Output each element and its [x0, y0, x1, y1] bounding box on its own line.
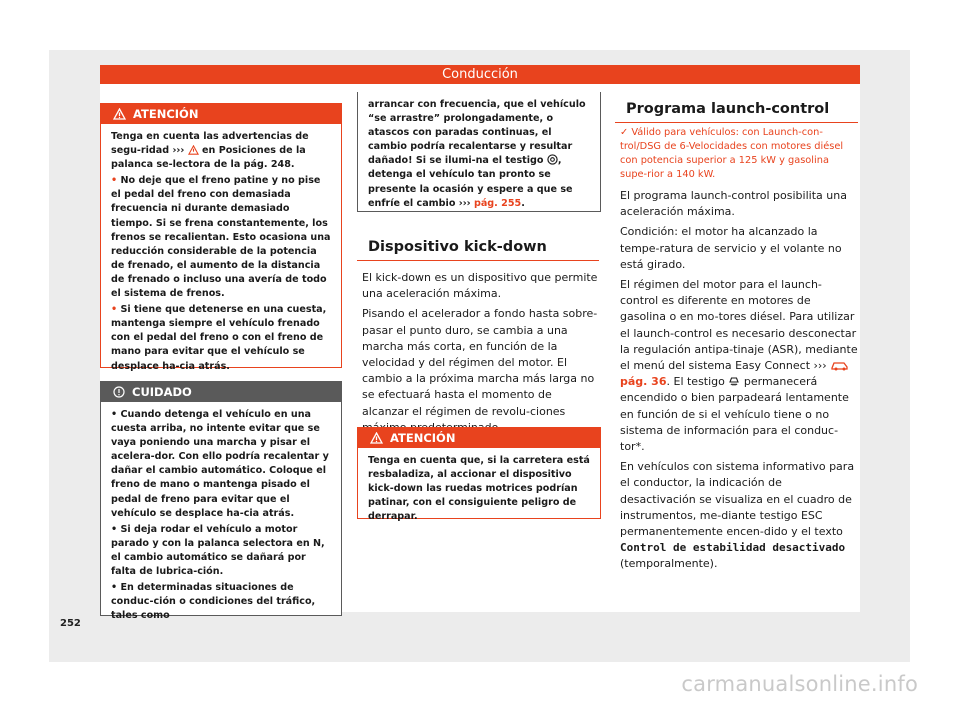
- atencion-text-2: Tenga en cuenta que, si la carretera está resbaladiza, al accionar el dispositivo kick-down las ruedas motrices podrían patinar, con el consiguiente peligro de derrapar.: [368, 455, 590, 523]
- kickdown-paragraph: El kick-down es un dispositivo que permite una aceleración máxima.: [362, 271, 598, 301]
- launch-paragraph: En vehículos con sistema informativo para el conductor, la indicación de desactivación se visualiza en el cuadro de instrumentos, me-diante testigo ESC permanentemente encen-dido y el texto Control de estabilidad desactivado (temporalmente).: [620, 460, 855, 571]
- atencion-box-1: [100, 103, 342, 372]
- cuidado-bullet: • Si deja rodar el vehículo a motor parado y con la palanca selectora en N, el cambio automático se dañará por falta de lubrica-ción.: [111, 523, 325, 578]
- atencion-intro: Tenga en cuenta las advertencias de segu-ridad ››› en Posiciones de la palanca se-lectora de la pág. 248.: [111, 131, 309, 171]
- chapter-header: Conducción: [100, 65, 860, 84]
- page-link[interactable]: pág. 36: [620, 375, 667, 389]
- atencion-bullet: • Si tiene que detenerse en una cuesta, mantenga siempre el vehículo frenado con el pedal del freno o con el freno de mano para evitar que el vehículo se desplace ha-cia atrás.: [111, 304, 327, 372]
- atencion-header-1: [101, 104, 341, 124]
- atencion-title-1: ATENCIÓN: [133, 107, 199, 121]
- cuidado-continued-text: arrancar con frecuencia, que el vehículo “se arrastre” prolongadamente, o atascos con paradas continuas, el cambio podría recalentarse y resultar dañado! Si se ilumi-na el testigo , detenga el vehículo tan pronto se presente la ocasión y espere a que se enfríe el cambio ››› pág. 255.: [368, 99, 586, 209]
- page-link[interactable]: pág. 255: [473, 197, 522, 209]
- section-title-kickdown: Dispositivo kick-down: [368, 239, 547, 255]
- launch-paragraph: Condición: el motor ha alcanzado la tempe-ratura de servicio y el volante no está girado.: [620, 225, 842, 271]
- section-rule: [615, 122, 858, 123]
- cuidado-box-continued: [357, 92, 601, 212]
- gearbox-warning-icon: [547, 154, 558, 165]
- warning-icon: [113, 108, 126, 120]
- section-rule: [357, 260, 599, 261]
- car-menu-icon: [830, 359, 850, 371]
- kickdown-paragraph: Pisando el acelerador a fondo hasta sobre-pasar el punto duro, se cambia a una marcha más corta, en función de la velocidad y del régimen del motor. El cambio a la próxima marcha más larga no se efectuará hasta el momento de alcanzar el régimen de revolu-ciones: [362, 307, 598, 418]
- atencion-title-2: ATENCIÓN: [390, 431, 456, 445]
- cuidado-bullet: • En determinadas situaciones de conduc-ción o condiciones del tráfico, tales como: [111, 582, 316, 622]
- section-title-launch: Programa launch-control: [626, 101, 830, 117]
- kickdown-text: [362, 270, 600, 440]
- warning-icon: [370, 432, 383, 444]
- info-circle-icon: [113, 386, 125, 398]
- cuidado-bullet: • Cuando detenga el vehículo en una cuesta arriba, no intente evitar que se vaya poniendo una marcha y pisar el acelera-dor. Con ello podría recalentar y dañar el cambio automático. Coloque el freno de mano o mantenga pisado el pedal de freno para evitar que el vehículo se desplace ha-cia atrás.: [111, 409, 329, 519]
- atencion-box-2: [357, 427, 601, 523]
- cuidado-box: [100, 381, 342, 622]
- cuidado-header: [101, 382, 341, 402]
- check-icon: ✓: [620, 127, 629, 138]
- launch-text: [620, 188, 858, 577]
- warning-icon: [188, 145, 199, 155]
- watermark: carmanualsonline.info: [681, 672, 918, 696]
- esc-warning-icon: [728, 375, 740, 387]
- atencion-header-2: [358, 428, 600, 448]
- launch-paragraph: El régimen del motor para el launch-control es diferente en motores de gasolina o en mo-tores diésel. Para utilizar el launch-control es necesario desconectar la regulación antipa-tinaje (ASR), mediante el menú del sistema Easy Connect ››› pág. 36. El testigo permanecerá encendido o bien parpadeará lentamente en función de si el vehículo tiene o no sistema de información para el conduc-tor*.: [620, 278, 858, 454]
- validity-note: ✓ Válido para vehículos: con Launch-con-trol/DSG de 6-Velocidades con motores diésel con potencia superior a 125 kW y gasolina supe-rior a 140 kW.: [620, 127, 844, 180]
- atencion-bullet: • No deje que el freno patine y no pise el pedal del freno con demasiada frecuencia ni durante demasiado tiempo. Si se frena constantemente, los frenos se recalientan. Esto ocasiona una reducción considerable de la potencia de frenado, el aumento de la distancia de frenado o incluso una avería de todo el sistema de frenos.: [111, 175, 331, 300]
- page-number: 252: [60, 618, 81, 629]
- cuidado-title: CUIDADO: [132, 385, 192, 399]
- launch-paragraph: El programa launch-control posibilita una aceleración máxima.: [620, 189, 847, 219]
